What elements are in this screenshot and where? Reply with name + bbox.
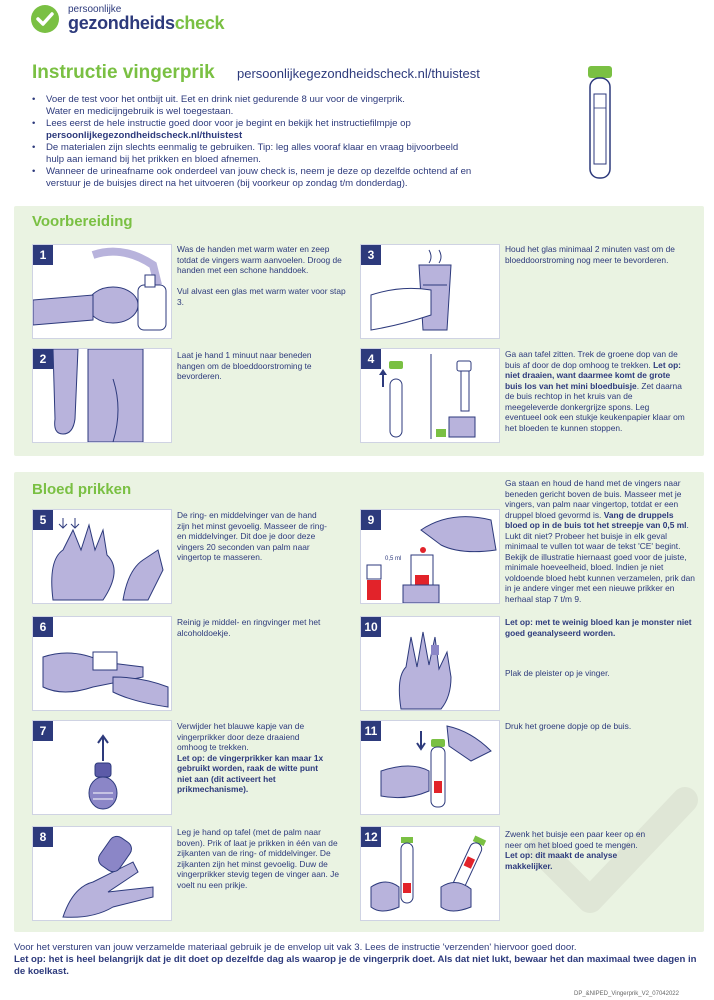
- lancet-cap-illustration: [33, 721, 171, 814]
- tube-uncap-illustration: [361, 349, 499, 442]
- blood-collect-illustration: [361, 510, 499, 603]
- step-12-image: [360, 826, 500, 921]
- step-5-image: [32, 509, 172, 604]
- step-9-image: [360, 509, 500, 604]
- step-number: 9: [361, 510, 381, 530]
- logo-small-text: persoonlijke: [68, 4, 122, 15]
- intro-item: • Voer de test voor het ontbijt uit. Eet en drink niet gedurende 8 uur voor de vingerprik. Water en medicijngebruik is wel toegestaan.: [32, 94, 562, 118]
- section-title-preparation: Voorbereiding: [32, 213, 133, 230]
- step-1-text: Was de handen met warm water en zeep totdat de vingers warm aanvoelen. Droog de handen met een schone handdoek. Vul alvast een glas met warm water voor stap 3.: [177, 244, 346, 307]
- blood-tube-icon: [580, 64, 620, 184]
- step-11-image: [360, 720, 500, 815]
- swirl-tube-illustration: [361, 827, 499, 920]
- intro-item: • Lees eerst de hele instructie goed door voor je begint en bekijk het instructiefilmpje op persoonlijkegezondheidscheck.nl/thuistest: [32, 118, 562, 142]
- logo: [30, 4, 230, 34]
- step-4-image: [360, 348, 500, 443]
- intro-item: • Wanneer de urineafname ook onderdeel van jouw check is, neem je deze op dezelfde ochtend af en verstuur je de buisjes direct na het uitvoeren (bij voorkeur op zondag t/m donderdag).: [32, 166, 562, 190]
- section-title-blood-pricking: Bloed prikken: [32, 481, 132, 498]
- page-title: Instructie vingerprik: [32, 62, 215, 83]
- intro-list: [32, 94, 562, 190]
- plaster-finger-illustration: [361, 617, 499, 710]
- step-3-image: [360, 244, 500, 339]
- step-number: 11: [361, 721, 381, 741]
- page-url[interactable]: persoonlijkegezondheidscheck.nl/thuistest: [237, 66, 480, 81]
- step-8-image: [32, 826, 172, 921]
- step-1-image: [32, 244, 172, 339]
- finger-prick-illustration: [33, 827, 171, 920]
- cap-tube-illustration: [361, 721, 499, 814]
- step-number: 4: [361, 349, 381, 369]
- step-12-text: Zwenk het buisje een paar keer op en neer om het bloed goed te mengen. Let op: dit maakt de analyse makkelijker.: [505, 829, 646, 871]
- footer-text: Voor het versturen van jouw verzamelde materiaal gebruik je de envelop uit vak 3. Lees de instructie 'verzenden' hiervoor goed door. Let op: het is heel belangrijk dat je dit doet op dezelfde dag als waarop je de vingerprik doet. Als dat niet lukt, bewaar het dan maximaal twee dagen in de koelkast.: [14, 942, 697, 977]
- step-7-text: Verwijder het blauwe kapje van de vingerprikker door deze draaiend omhoog te trekken. Let op: de vingerprikker kan maar 1x gebruikt worden, raak de witte punt niet aan (dit activeert het prikmechanisme).: [177, 721, 324, 794]
- step-5-text: De ring- en middelvinger van de hand zijn het minst gevoelig. Masseer de ring- en middelvinger. Dit doe je door deze vingers 20 seconden van palm naar vingertop te masseren.: [177, 510, 327, 562]
- alcohol-wipe-illustration: [33, 617, 171, 710]
- step-10-text: Plak de pleister op je vinger.: [505, 668, 610, 678]
- step-number: 12: [361, 827, 381, 847]
- document-code: DP_&NIPED_Vingerprik_V2_07042022: [574, 991, 679, 997]
- checkmark-logo-icon: [30, 4, 60, 34]
- logo-main-text: gezondheidscheck: [68, 13, 225, 33]
- step-number: 3: [361, 245, 381, 265]
- step-9-text: Ga staan en houd de hand met de vingers naar beneden gericht boven de buis. Masseer met je vingers, van palm naar vingertop, totdat er een druppel bloed gevormd is. Vang de druppels bloed op in de buis tot het streepje van 0,5 ml. Lukt dit niet? Probeer het buisje in elk geval minimaal te vullen tot waar de tekst 'CE' begint. Bekijk de illustratie hiernaast goed voor de juiste, minimale hoeveelheid, bloed. Indien je niet voldoende bloed hebt kunnen verzamelen, prik dan in je andere vinger met een nieuwe prikker en herhaal stap 7 t/m 9.: [505, 478, 695, 604]
- step-6-image: [32, 616, 172, 711]
- step-2-text: Laat je hand 1 minuut naar beneden hangen om de bloeddoorstroming te bevorderen.: [177, 350, 312, 381]
- glass-holding-illustration: [361, 245, 499, 338]
- step-number: 6: [33, 617, 53, 637]
- step-3-text: Houd het glas minimaal 2 minuten vast om de bloeddoorstroming nog meer te bevorderen.: [505, 244, 675, 265]
- step-8-text: Leg je hand op tafel (met de palm naar boven). Prik of laat je prikken in één van de zijkanten van de ring- of middelvinger. De zijkanten zijn het minst gevoelig. Duw de vingerprikker stevig tegen de vinger aan. Je voelt nu een prikje.: [177, 827, 340, 890]
- step-11-text: Druk het groene dopje op de buis.: [505, 721, 632, 731]
- step-number: 8: [33, 827, 53, 847]
- step-number: 1: [33, 245, 53, 265]
- handwash-illustration: [33, 245, 171, 338]
- intro-item: • De materialen zijn slechts eenmalig te gebruiken. Tip: leg alles vooraf klaar en vraag bijvoorbeeld hulp aan iemand bij het prikken en bloed afnemen.: [32, 142, 562, 166]
- step-number: 5: [33, 510, 53, 530]
- step-6-text: Reinig je middel- en ringvinger met het alcoholdoekje.: [177, 617, 321, 638]
- step-number: 2: [33, 349, 53, 369]
- step-10-image: [360, 616, 500, 711]
- tube-volume-label: 0,5 ml: [385, 556, 402, 562]
- step-number: 10: [361, 617, 381, 637]
- step-4-text: Ga aan tafel zitten. Trek de groene dop van de buis af door de dop omhoog te trekken. Let op: niet draaien, want daarmee komt de grote buis los van het mini bloedbuisje. Zet daarna de buis rechtop in het kruis van de meegeleverde donkergrijze spons. Leg eventueel ook een stukje keukenpapier klaar om het bloeden te kunnen stoppen.: [505, 349, 685, 433]
- step-2-image: [32, 348, 172, 443]
- hanging-arm-illustration: [33, 349, 171, 442]
- step-number: 7: [33, 721, 53, 741]
- step-10-warning: Let op: met te weinig bloed kan je monster niet goed geanalyseerd worden.: [505, 617, 692, 638]
- step-7-image: [32, 720, 172, 815]
- finger-massage-illustration: [33, 510, 171, 603]
